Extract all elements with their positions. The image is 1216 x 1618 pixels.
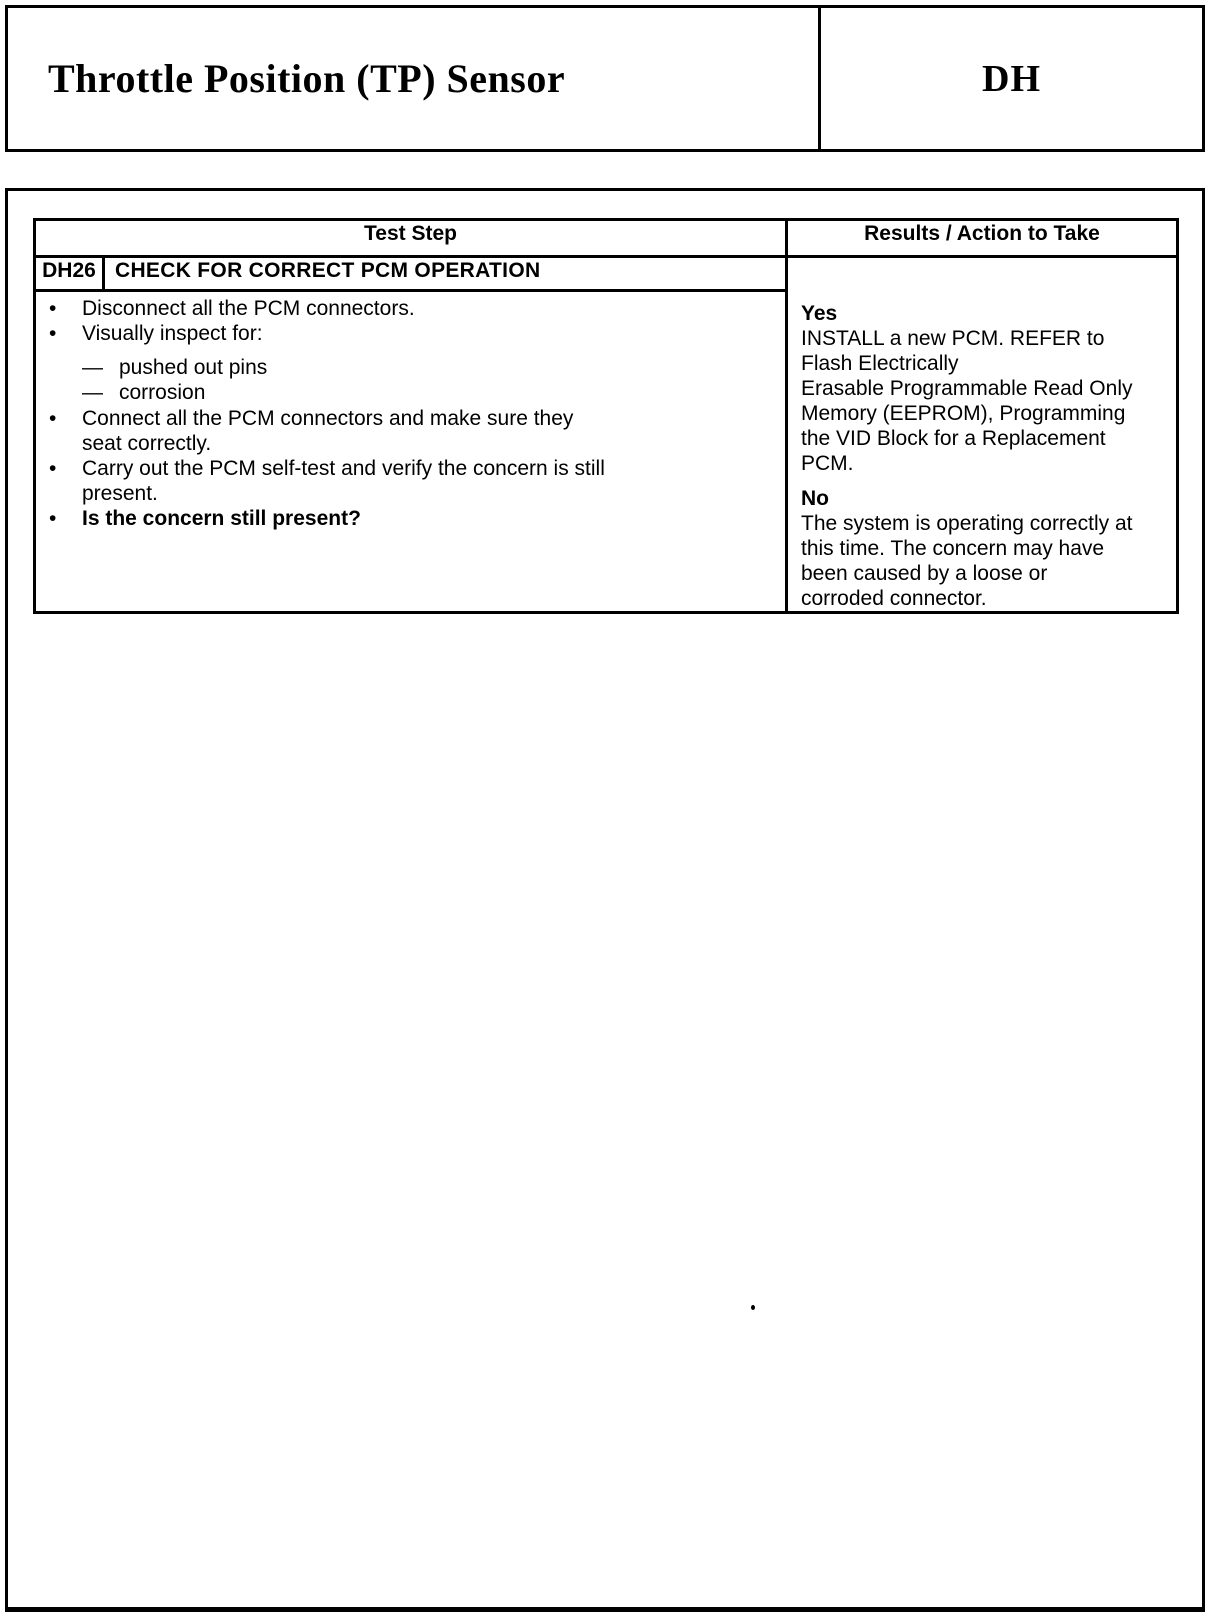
results-yes-label: Yes — [801, 302, 838, 325]
bullet-text: Connect all the PCM connectors and make sure they seat correctly. — [82, 406, 574, 455]
header-code-cell — [821, 8, 1202, 149]
dash-text: corrosion — [119, 380, 206, 404]
table-header-row — [35, 220, 1178, 257]
step-id: DH26 — [35, 257, 104, 291]
dash-item — [36, 355, 785, 380]
bullet-icon: • — [49, 456, 57, 480]
scan-speck — [751, 1305, 755, 1310]
results-cell — [787, 257, 1178, 613]
test-step-cell — [35, 290, 787, 612]
bullet-question-text: Is the concern still present? — [82, 506, 361, 530]
bullet-item — [36, 321, 785, 346]
dash-item — [36, 380, 785, 405]
content-frame — [5, 188, 1205, 1612]
results-no-label: No — [801, 487, 829, 510]
bullet-icon: • — [49, 296, 57, 320]
dash-text: pushed out pins — [119, 355, 268, 379]
step-title-row — [35, 257, 1178, 291]
bullet-item — [36, 506, 785, 531]
bullet-item — [36, 456, 785, 506]
results-yes-block — [801, 301, 1174, 476]
column-header-results: Results / Action to Take — [787, 220, 1178, 257]
dash-icon: — — [82, 355, 103, 379]
diagnostic-table — [33, 218, 1179, 614]
bullet-icon: • — [49, 406, 57, 430]
column-header-test-step: Test Step — [35, 220, 787, 257]
bullet-icon: • — [49, 506, 57, 530]
bullet-item — [36, 296, 785, 321]
bullet-text: Carry out the PCM self-test and verify the concern is still present. — [82, 456, 605, 505]
bullet-text: Disconnect all the PCM connectors. — [82, 296, 415, 320]
header-title-cell — [8, 8, 821, 149]
dash-icon: — — [82, 380, 103, 404]
results-yes-text: INSTALL a new PCM. REFER to Flash Electrically Erasable Programmable Read Only Memory (EEPROM), Programming the VID Block for a Replacement PCM. — [801, 327, 1133, 475]
results-no-block — [801, 486, 1174, 611]
section-code: DH — [982, 57, 1041, 100]
results-no-text: The system is operating correctly at this time. The concern may have been caused by a loose or corroded connector. — [801, 512, 1133, 610]
page-title: Throttle Position (TP) Sensor — [48, 56, 566, 101]
dash-sublist — [36, 355, 785, 405]
step-name: CHECK FOR CORRECT PCM OPERATION — [104, 257, 787, 291]
bullet-icon: • — [49, 321, 57, 345]
page-header — [5, 5, 1205, 152]
bullet-text: Visually inspect for: — [82, 321, 263, 345]
bullet-item — [36, 406, 785, 456]
